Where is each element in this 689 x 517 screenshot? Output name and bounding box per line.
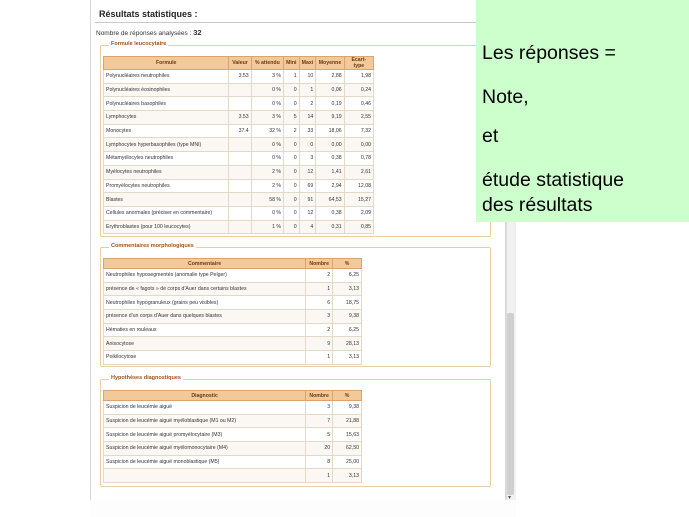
table-cell: 69 [299, 179, 316, 193]
table-cell: 2 % [251, 179, 283, 193]
table-cell: 7,32 [344, 124, 373, 138]
table-cell: Cellules anormales (préciser en commentaire) [104, 206, 229, 220]
table-cell: 3,13 [333, 282, 362, 296]
table-row [104, 414, 362, 428]
table-cell: 0 [284, 83, 300, 97]
table-cell: 1,98 [344, 70, 373, 84]
table-cell: 0 [299, 138, 316, 152]
table-cell: 25,00 [333, 455, 362, 469]
annotation-box [476, 0, 689, 222]
table-cell: 15,63 [333, 428, 362, 442]
table-cell: 12 [299, 165, 316, 179]
table-cell: 0,19 [316, 97, 344, 111]
table-cell: 0 % [251, 206, 283, 220]
table-cell: 0,00 [316, 138, 344, 152]
table-cell: 2 [299, 97, 316, 111]
table-cell: Polynucléaires neutrophiles [104, 70, 229, 84]
table-cell: 0,38 [316, 152, 344, 166]
table-cell: Erythroblastes (pour 100 leucocytes) [104, 220, 229, 234]
table-cell: 0 [284, 97, 300, 111]
table-cell: 21,88 [333, 414, 362, 428]
table-row [104, 83, 374, 97]
table-row [104, 70, 374, 84]
table-cell: Neutrophiles hyposegmentés (anomalie type Pelger) [104, 269, 306, 283]
table-cell: 7 [306, 414, 333, 428]
annotation-line-1: Les réponses = [482, 42, 616, 64]
table-cell: 3 % [251, 70, 283, 84]
table-row [104, 138, 374, 152]
table-cell: 3.53 [229, 70, 251, 84]
table-cell: 15,27 [344, 193, 373, 207]
formule-column-header: Moyenne [316, 57, 344, 70]
response-count-value: 32 [193, 28, 202, 37]
table-cell: 0,78 [344, 152, 373, 166]
commentaires-column-header: Nombre [306, 259, 333, 269]
hypotheses-column-header: Diagnostic [104, 391, 306, 401]
table-cell: 9,38 [333, 401, 362, 415]
page-title: Résultats statistiques : [99, 9, 198, 19]
table-cell: Poikilocytose [104, 351, 306, 365]
table-cell: 10 [299, 70, 316, 84]
table-cell [229, 220, 251, 234]
hypotheses-header-row [104, 391, 362, 401]
table-cell: Hématies en rouleaux [104, 323, 306, 337]
table-cell: 2,94 [316, 179, 344, 193]
table-cell: 9,19 [316, 111, 344, 125]
table-cell: Lymphocytes hyperbasophiles (type MNI) [104, 138, 229, 152]
table-cell [229, 179, 251, 193]
scroll-down-arrow-icon[interactable]: ▾ [508, 495, 512, 501]
table-cell: 2,61 [344, 165, 373, 179]
table-cell: Promyélocytes neutrophiles [104, 179, 229, 193]
table-row [104, 469, 362, 483]
table-cell: 0 [284, 152, 300, 166]
table-cell: 0,85 [344, 220, 373, 234]
scrollbar-thumb[interactable] [507, 313, 514, 495]
table-cell: 20 [306, 442, 333, 456]
table-cell: 1 [306, 282, 333, 296]
table-row [104, 296, 362, 310]
table-cell: 0,38 [316, 206, 344, 220]
formule-column-header: Maxi [299, 57, 316, 70]
table-cell: 0,24 [344, 83, 373, 97]
table-row [104, 455, 362, 469]
table-cell: 9 [306, 337, 333, 351]
table-row [104, 111, 374, 125]
table-cell: 2,55 [344, 111, 373, 125]
table-cell: 2 [284, 124, 300, 138]
table-cell: 1,41 [316, 165, 344, 179]
table-cell: 12 [299, 206, 316, 220]
table-cell [229, 165, 251, 179]
table-row [104, 206, 374, 220]
table-cell: Myélocytes neutrophiles [104, 165, 229, 179]
hypotheses-column-header: % [333, 391, 362, 401]
table-cell: Suspicion de leucémie aiguë [104, 401, 306, 415]
table-row [104, 428, 362, 442]
hypotheses-table [103, 390, 362, 483]
commentaires-column-header: Commentaire [104, 259, 306, 269]
table-cell: Suspicion de leucémie aiguë myélomonocytaire (M4) [104, 442, 306, 456]
table-cell: 8 [306, 455, 333, 469]
table-row [104, 337, 362, 351]
table-cell: 18,06 [316, 124, 344, 138]
table-row [104, 165, 374, 179]
annotation-line-3: et [482, 125, 499, 147]
table-row [104, 310, 362, 324]
table-cell: Polynucléaires éosinophiles [104, 83, 229, 97]
table-cell: 0 % [251, 138, 283, 152]
table-cell: présence d'un corps d'Auer dans quelques blastes [104, 310, 306, 324]
table-cell: 0 [284, 165, 300, 179]
response-count-label: Nombre de réponses analysées : [96, 30, 192, 37]
formule-column-header: Valeur [229, 57, 251, 70]
table-row [104, 323, 362, 337]
table-cell: Suspicion de leucémie aiguë promyélocytaire (M3) [104, 428, 306, 442]
table-cell: 58 % [251, 193, 283, 207]
table-cell: 3 [306, 310, 333, 324]
hypotheses-legend: Hypothèses diagnostiques [111, 375, 181, 381]
table-cell [229, 138, 251, 152]
table-cell: présence de « fagots » de corps d'Auer dans certains blastes [104, 282, 306, 296]
table-cell: Anisocytose [104, 337, 306, 351]
annotation-line-5: des résultats [482, 194, 593, 216]
table-cell: Monocytes [104, 124, 229, 138]
table-cell: 1 [299, 83, 316, 97]
table-cell: 9,38 [333, 310, 362, 324]
commentaires-header-row [104, 259, 362, 269]
table-cell: 0,46 [344, 97, 373, 111]
table-cell [229, 152, 251, 166]
table-cell: 2 [306, 323, 333, 337]
table-cell: 2,09 [344, 206, 373, 220]
formule-column-header: Mini [284, 57, 300, 70]
formule-table [103, 56, 374, 234]
commentaires-table [103, 258, 362, 365]
title-divider [95, 22, 497, 23]
table-cell: 0 [284, 138, 300, 152]
table-cell: 1 [306, 351, 333, 365]
annotation-line-4: étude statistique [482, 169, 625, 191]
left-margin [0, 0, 90, 517]
table-cell: 12,08 [344, 179, 373, 193]
table-row [104, 401, 362, 415]
table-cell [229, 83, 251, 97]
table-cell: Neutrophiles hypogranuleux (grains peu visibles) [104, 296, 306, 310]
commentaires-column-header: % [333, 259, 362, 269]
table-cell: Suspicion de leucémie aiguë monoblastique (M5) [104, 455, 306, 469]
table-row [104, 282, 362, 296]
table-cell: 3 % [251, 111, 283, 125]
table-row [104, 269, 362, 283]
table-cell: 5 [284, 111, 300, 125]
table-row [104, 97, 374, 111]
formule-column-header: % attendu [251, 57, 283, 70]
table-cell: 37.4 [229, 124, 251, 138]
table-cell: 64,53 [316, 193, 344, 207]
table-cell: 91 [299, 193, 316, 207]
table-cell: 3,13 [333, 351, 362, 365]
table-cell [229, 193, 251, 207]
table-cell: 6,25 [333, 269, 362, 283]
table-cell: Blastes [104, 193, 229, 207]
table-cell: 0,00 [344, 138, 373, 152]
table-cell: 0,06 [316, 83, 344, 97]
table-cell: 0,31 [316, 220, 344, 234]
table-row [104, 124, 374, 138]
table-cell: 0 [284, 179, 300, 193]
table-cell: Métamyélocytes neutrophiles [104, 152, 229, 166]
table-cell: Polynucléaires basophiles [104, 97, 229, 111]
table-cell: 3.53 [229, 111, 251, 125]
table-cell: 3 [299, 152, 316, 166]
formule-legend: Formule leucocytaire [111, 41, 167, 47]
table-cell: 3,13 [333, 469, 362, 483]
annotation-line-2: Note, [482, 86, 529, 108]
table-cell: 0 [284, 193, 300, 207]
table-cell [229, 206, 251, 220]
table-cell: 1 [306, 469, 333, 483]
table-row [104, 152, 374, 166]
table-cell: 3 [306, 401, 333, 415]
table-cell: Suspicion de leucémie aiguë myéloblastique (M1 ou M2) [104, 414, 306, 428]
table-cell: Lymphocytes [104, 111, 229, 125]
table-cell: 2,88 [316, 70, 344, 84]
table-cell: 0 % [251, 97, 283, 111]
formule-column-header: Ecart-type [344, 57, 373, 70]
formule-header-row [104, 57, 374, 70]
table-cell: 0 % [251, 152, 283, 166]
table-cell: 2 [306, 269, 333, 283]
table-cell: 6 [306, 296, 333, 310]
table-cell: 62,50 [333, 442, 362, 456]
table-cell: 4 [299, 220, 316, 234]
table-cell: 1 % [251, 220, 283, 234]
table-cell: 0 % [251, 83, 283, 97]
table-cell: 28,13 [333, 337, 362, 351]
table-row [104, 179, 374, 193]
table-row [104, 193, 374, 207]
table-cell: 14 [299, 111, 316, 125]
table-row [104, 351, 362, 365]
table-cell: 18,75 [333, 296, 362, 310]
table-cell: 0 [284, 220, 300, 234]
table-cell [229, 97, 251, 111]
formule-column-header: Formule [104, 57, 229, 70]
table-cell: 32 % [251, 124, 283, 138]
response-count [96, 28, 202, 37]
table-cell: 0 [284, 206, 300, 220]
table-cell: 5 [306, 428, 333, 442]
table-cell: 33 [299, 124, 316, 138]
table-cell [104, 469, 306, 483]
table-cell: 6,25 [333, 323, 362, 337]
table-row [104, 220, 374, 234]
table-cell: 2 % [251, 165, 283, 179]
hypotheses-column-header: Nombre [306, 391, 333, 401]
commentaires-legend: Commentaires morphologiques [111, 243, 194, 249]
table-row [104, 442, 362, 456]
table-cell: 1 [284, 70, 300, 84]
